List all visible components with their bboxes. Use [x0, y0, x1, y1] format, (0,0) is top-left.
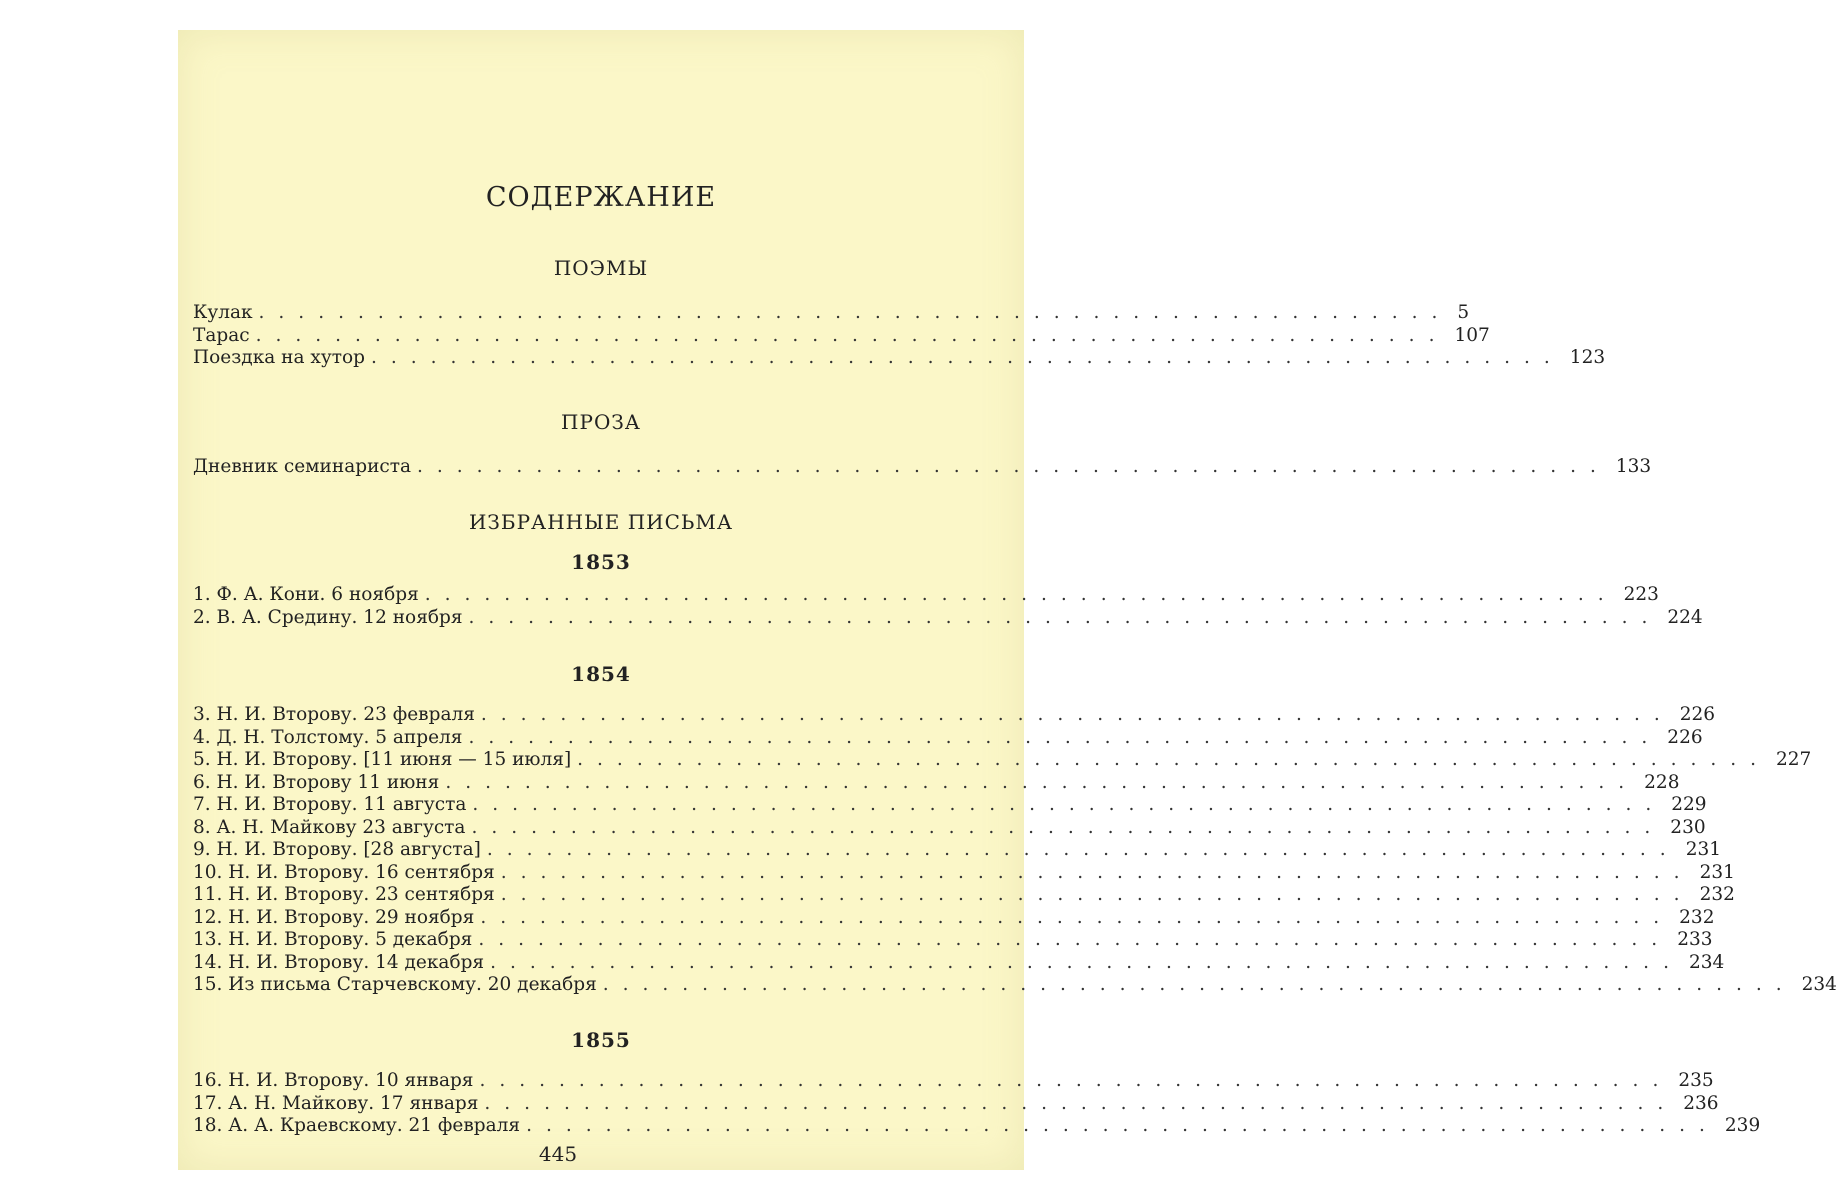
section-heading-prose: ПРОЗА — [561, 410, 641, 434]
dot-leader: ............................................................ — [424, 584, 1618, 605]
page-title: СОДЕРЖАНИЕ — [485, 182, 717, 213]
toc-entry-page: 133 — [1615, 456, 1652, 477]
toc-entry-title: 1. Ф. А. Кони. 6 ноября — [193, 584, 419, 605]
toc-entry — [193, 929, 1713, 952]
dot-leader: ............................................................ — [500, 861, 1694, 883]
toc-entry-title: 2. В. А. Средину. 12 ноября — [193, 606, 463, 628]
year-heading-1853: 1853 — [571, 550, 631, 574]
dot-leader: ............................................................ — [471, 816, 1665, 838]
toc-entry-title: Поездка на хутор — [193, 347, 365, 368]
toc-entry-page: 226 — [1679, 704, 1716, 725]
toc-entry-page: 229 — [1671, 794, 1707, 815]
toc-entry-page: 234 — [1801, 974, 1837, 995]
toc-entry-title: 13. Н. И. Второву. 5 декабря — [193, 929, 473, 950]
dot-leader: ............................................................ — [479, 1070, 1673, 1091]
toc-entry — [193, 606, 1703, 630]
toc-entry — [193, 302, 1470, 325]
toc-list-1855 — [193, 1070, 1761, 1138]
toc-entry — [193, 884, 1735, 907]
toc-entry — [193, 771, 1680, 795]
toc-entry-page: 231 — [1685, 839, 1721, 860]
toc-entry — [193, 1070, 1714, 1093]
toc-entry-page: 107 — [1454, 324, 1490, 346]
dot-leader: ............................................................ — [255, 324, 1449, 346]
toc-entry-title: 10. Н. И. Второву. 16 сентября — [193, 861, 495, 883]
toc-entry-page: 230 — [1670, 816, 1706, 838]
dot-leader: ............................................................ — [526, 1115, 1719, 1136]
dot-leader: ............................................................ — [480, 906, 1674, 928]
toc-entry-page: 5 — [1457, 302, 1470, 323]
toc-entry-page: 239 — [1724, 1115, 1761, 1136]
toc-list-poems — [193, 302, 1606, 370]
dot-leader: ............................................................ — [445, 771, 1639, 793]
toc-list-1853 — [193, 584, 1703, 629]
toc-entry — [193, 861, 1735, 885]
dot-leader: ............................................................ — [602, 974, 1796, 995]
toc-entry — [193, 974, 1837, 997]
toc-entry — [193, 906, 1715, 930]
dot-leader: ............................................................ — [472, 794, 1666, 815]
dot-leader: ............................................................ — [417, 456, 1610, 477]
toc-entry-page: 231 — [1699, 861, 1735, 883]
dot-leader: ............................................................ — [577, 749, 1771, 770]
toc-entry-title: 9. Н. И. Второву. [28 августа] — [193, 839, 481, 860]
toc-entry-page: 228 — [1644, 771, 1680, 793]
toc-entry-title: 11. Н. И. Второву. 23 сентября — [193, 884, 495, 905]
toc-entry-page: 226 — [1667, 726, 1703, 748]
toc-entry-page: 227 — [1776, 749, 1812, 770]
page-number: 445 — [538, 1142, 578, 1166]
toc-entry-page: 123 — [1569, 347, 1606, 368]
dot-leader: ............................................................ — [486, 839, 1680, 860]
toc-entry-title: 18. А. А. Краевскому. 21 февраля — [193, 1115, 521, 1136]
toc-entry-title: 5. Н. И. Второву. [11 июня — 15 июля] — [193, 749, 572, 770]
toc-entry-title: 14. Н. И. Второву. 14 декабря — [193, 951, 485, 973]
toc-entry-page: 223 — [1623, 584, 1659, 605]
toc-entry-page: 236 — [1683, 1092, 1719, 1114]
toc-entry — [193, 584, 1659, 607]
toc-entry-title: 15. Из письма Старчевскому. 20 декабря — [193, 974, 597, 995]
toc-list-1854 — [193, 704, 1837, 997]
toc-entry — [193, 347, 1606, 370]
toc-entry-title: 17. А. Н. Майкову. 17 января — [193, 1092, 479, 1114]
dot-leader: ............................................................ — [478, 929, 1672, 950]
section-heading-letters: ИЗБРАННЫЕ ПИСЬМА — [468, 510, 733, 534]
toc-entry — [193, 1115, 1761, 1138]
toc-entry-title: Дневник семинариста — [193, 456, 412, 477]
book-page — [178, 30, 1837, 1170]
dot-leader: ............................................................ — [370, 347, 1564, 368]
dot-leader: ............................................................ — [468, 606, 1662, 628]
dot-leader: ............................................................ — [490, 951, 1683, 973]
toc-entry-title: 12. Н. И. Второву. 29 ноября — [193, 906, 475, 928]
toc-entry — [193, 839, 1721, 862]
toc-entry — [193, 794, 1707, 817]
toc-list-prose — [193, 456, 1652, 479]
year-heading-1854: 1854 — [571, 662, 631, 686]
toc-entry-title: 6. Н. И. Второву 11 июня — [193, 771, 440, 793]
toc-entry-title: Кулак — [193, 302, 253, 323]
dot-leader: ............................................................ — [484, 1092, 1678, 1114]
dot-leader: ............................................................ — [480, 704, 1674, 725]
dot-leader: ............................................................ — [500, 884, 1694, 905]
toc-entry-page: 232 — [1699, 884, 1735, 905]
toc-entry-page: 234 — [1688, 951, 1725, 973]
dot-leader: ............................................................ — [468, 726, 1662, 748]
toc-entry — [193, 951, 1725, 975]
toc-entry — [193, 324, 1490, 348]
toc-entry-title: 7. Н. И. Второву. 11 августа — [193, 794, 467, 815]
toc-entry-page: 233 — [1677, 929, 1713, 950]
toc-entry-page: 224 — [1667, 606, 1703, 628]
toc-entry-title: 16. Н. И. Второву. 10 января — [193, 1070, 474, 1091]
toc-entry — [193, 816, 1706, 840]
toc-entry-title: 4. Д. Н. Толстому. 5 апреля — [193, 726, 463, 748]
toc-entry — [193, 749, 1812, 772]
toc-entry — [193, 1092, 1719, 1116]
toc-entry — [193, 726, 1703, 750]
toc-entry-title: Тарас — [193, 324, 250, 346]
section-heading-poems: ПОЭМЫ — [553, 256, 649, 280]
toc-entry-title: 8. А. Н. Майкову 23 августа — [193, 816, 466, 838]
year-heading-1855: 1855 — [571, 1028, 631, 1052]
toc-entry-page: 232 — [1679, 906, 1715, 928]
toc-entry-page: 235 — [1678, 1070, 1714, 1091]
dot-leader: ............................................................ — [258, 302, 1452, 323]
toc-entry — [193, 456, 1652, 479]
toc-entry — [193, 704, 1716, 727]
toc-entry-title: 3. Н. И. Второву. 23 февраля — [193, 704, 475, 725]
